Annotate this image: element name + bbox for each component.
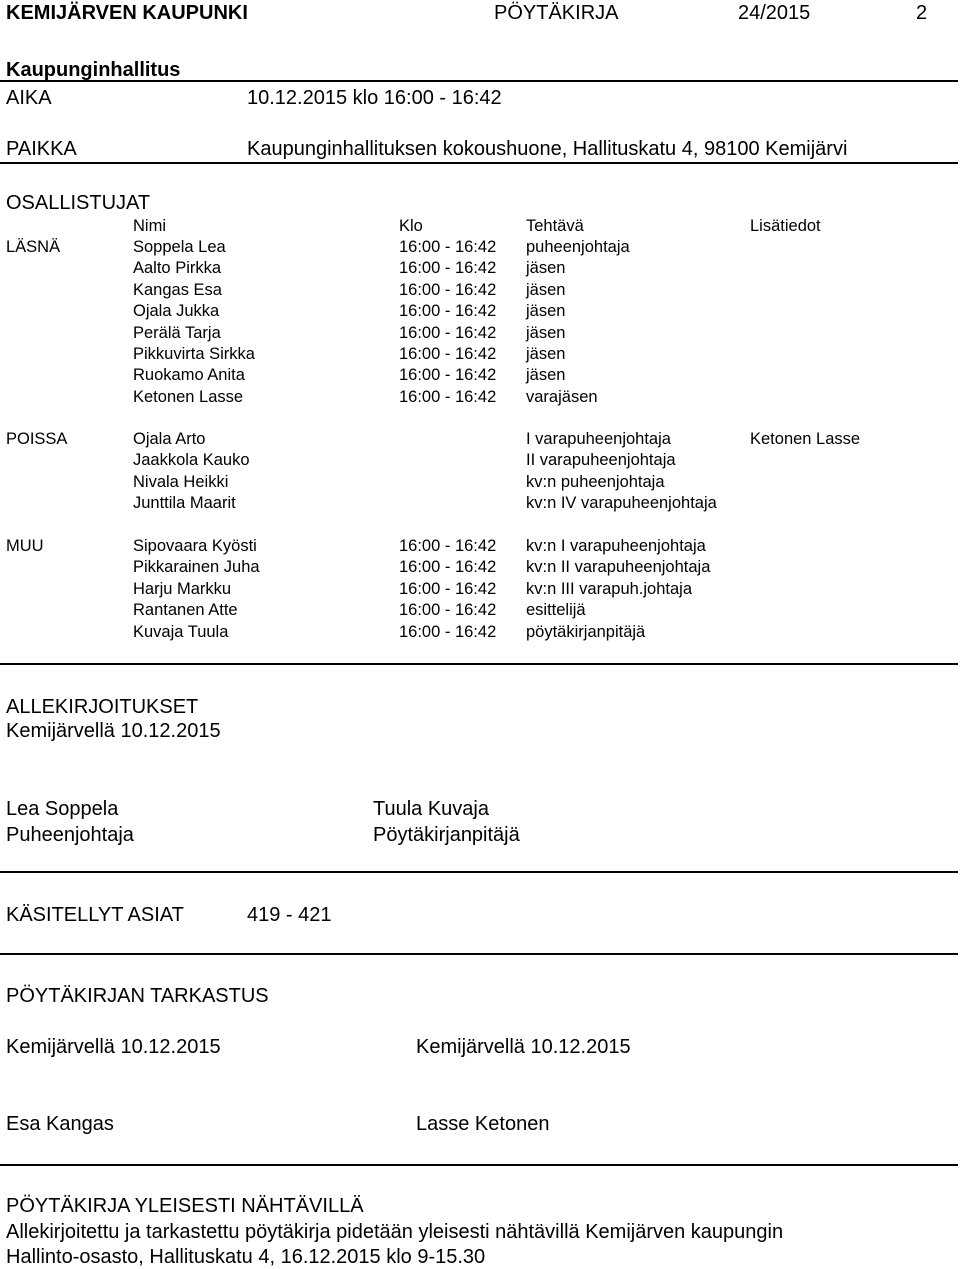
participant-name: Kuvaja Tuula xyxy=(133,622,229,641)
group-label: POISSA xyxy=(6,430,68,448)
participant-role: I varapuheenjohtaja xyxy=(526,430,671,448)
divider xyxy=(0,871,958,873)
participant-name: Ojala Arto xyxy=(133,430,206,448)
public-line-2: Hallinto-osasto, Hallituskatu 4, 16.12.2015 klo 9-15.30 xyxy=(6,1246,486,1268)
participant-role: kv:n I varapuheenjohtaja xyxy=(526,537,706,555)
participant-role: II varapuheenjohtaja xyxy=(526,451,676,470)
place-label: PAIKKA xyxy=(6,138,77,160)
reviewer-1-name: Esa Kangas xyxy=(6,1113,114,1135)
signer-chair-name: Lea Soppela xyxy=(6,798,119,820)
participant-name: Perälä Tarja xyxy=(133,323,221,342)
participant-role: jäsen xyxy=(526,345,566,363)
col-role-header: Tehtävä xyxy=(526,217,584,235)
table-row xyxy=(0,622,960,643)
signatures-place-date: Kemijärvellä 10.12.2015 xyxy=(6,720,221,742)
participant-time: 16:00 - 16:42 xyxy=(399,622,497,641)
divider xyxy=(0,953,958,955)
participant-time: 16:00 - 16:42 xyxy=(399,601,497,620)
public-line-1: Allekirjoitettu ja tarkastettu pöytäkirja pidetään yleisesti nähtävillä Kemijärven kaupungin xyxy=(6,1221,784,1243)
divider xyxy=(0,162,958,164)
participant-time: 16:00 - 16:42 xyxy=(399,366,497,385)
signatures-title: ALLEKIRJOITUKSET xyxy=(6,696,199,718)
place-value: Kaupunginhallituksen kokoushuone, Hallituskatu 4, 98100 Kemijärvi xyxy=(247,138,848,160)
group-label: LÄSNÄ xyxy=(6,238,61,256)
participant-name: Soppela Lea xyxy=(133,238,226,256)
participant-name: Nivala Heikki xyxy=(133,472,229,491)
participant-time: 16:00 - 16:42 xyxy=(399,579,497,598)
items-range: 419 - 421 xyxy=(247,904,332,926)
signer-secretary-role: Pöytäkirjanpitäjä xyxy=(373,824,520,846)
participant-time: 16:00 - 16:42 xyxy=(399,302,497,321)
signer-secretary-name: Tuula Kuvaja xyxy=(373,798,489,820)
participant-name: Harju Markku xyxy=(133,579,232,598)
participant-role: jäsen xyxy=(526,366,566,385)
participant-name: Aalto Pirkka xyxy=(133,259,222,278)
group-label: MUU xyxy=(6,537,44,555)
participant-time: 16:00 - 16:42 xyxy=(399,537,497,555)
participant-name: Junttila Maarit xyxy=(133,494,236,513)
participant-name: Ketonen Lasse xyxy=(133,387,244,406)
items-label: KÄSITELLYT ASIAT xyxy=(6,904,184,926)
divider xyxy=(0,1164,958,1166)
table-row xyxy=(0,579,960,600)
reviewer-2-name: Lasse Ketonen xyxy=(416,1113,550,1135)
participant-role: pöytäkirjanpitäjä xyxy=(526,622,646,641)
table-row xyxy=(0,258,960,279)
participant-role: varajäsen xyxy=(526,387,598,406)
doc-type: PÖYTÄKIRJA xyxy=(494,2,619,24)
table-row xyxy=(0,493,960,514)
public-title: PÖYTÄKIRJA YLEISESTI NÄHTÄVILLÄ xyxy=(6,1195,364,1217)
table-row xyxy=(0,323,960,344)
participants-title: OSALLISTUJAT xyxy=(6,192,151,214)
participant-name: Kangas Esa xyxy=(133,280,222,299)
participant-time: 16:00 - 16:42 xyxy=(399,280,497,299)
review-title: PÖYTÄKIRJAN TARKASTUS xyxy=(6,985,269,1007)
divider xyxy=(0,663,958,665)
table-row xyxy=(0,600,960,621)
participant-role: jäsen xyxy=(526,280,566,299)
signer-chair-role: Puheenjohtaja xyxy=(6,824,134,846)
page-number: 2 xyxy=(916,2,928,24)
table-row xyxy=(0,301,960,322)
participant-role: kv:n II varapuheenjohtaja xyxy=(526,558,711,577)
participant-name: Ruokamo Anita xyxy=(133,366,245,385)
body-name: Kaupunginhallitus xyxy=(6,59,181,81)
col-extra-header: Lisätiedot xyxy=(750,217,821,235)
table-row xyxy=(0,450,960,471)
doc-number: 24/2015 xyxy=(738,2,811,24)
participant-role: kv:n puheenjohtaja xyxy=(526,472,665,491)
reviewer-1-place-date: Kemijärvellä 10.12.2015 xyxy=(6,1036,221,1058)
participant-role: kv:n IV varapuheenjohtaja xyxy=(526,494,717,513)
time-label: AIKA xyxy=(6,87,52,109)
table-row xyxy=(0,344,960,365)
table-row xyxy=(0,365,960,386)
time-value: 10.12.2015 klo 16:00 - 16:42 xyxy=(247,87,502,109)
participant-name: Pikkarainen Juha xyxy=(133,558,260,577)
participant-role: jäsen xyxy=(526,323,566,342)
participant-time: 16:00 - 16:42 xyxy=(399,558,497,577)
reviewer-2-place-date: Kemijärvellä 10.12.2015 xyxy=(416,1036,631,1058)
participants-header-row xyxy=(0,216,960,237)
participant-extra: Ketonen Lasse xyxy=(750,430,861,448)
col-time-header: Klo xyxy=(399,217,423,235)
participant-time: 16:00 - 16:42 xyxy=(399,259,497,278)
participant-name: Sipovaara Kyösti xyxy=(133,537,257,555)
table-row xyxy=(0,280,960,301)
participant-time: 16:00 - 16:42 xyxy=(399,238,497,256)
table-row xyxy=(0,536,960,557)
participant-time: 16:00 - 16:42 xyxy=(399,323,497,342)
participant-name: Jaakkola Kauko xyxy=(133,451,250,470)
participant-role: puheenjohtaja xyxy=(526,238,630,256)
table-row xyxy=(0,237,960,258)
participant-name: Ojala Jukka xyxy=(133,302,220,321)
participant-name: Pikkuvirta Sirkka xyxy=(133,345,255,363)
participant-role: esittelijä xyxy=(526,601,586,620)
participant-role: kv:n III varapuh.johtaja xyxy=(526,579,693,598)
participant-time: 16:00 - 16:42 xyxy=(399,345,497,363)
participant-role: jäsen xyxy=(526,302,566,321)
table-row xyxy=(0,472,960,493)
org-name: KEMIJÄRVEN KAUPUNKI xyxy=(6,2,248,24)
participant-time: 16:00 - 16:42 xyxy=(399,387,497,406)
divider xyxy=(0,80,958,82)
table-row xyxy=(0,429,960,450)
participant-role: jäsen xyxy=(526,259,566,278)
col-name-header: Nimi xyxy=(133,217,166,235)
table-row xyxy=(0,387,960,408)
table-row xyxy=(0,557,960,578)
participant-name: Rantanen Atte xyxy=(133,601,238,620)
